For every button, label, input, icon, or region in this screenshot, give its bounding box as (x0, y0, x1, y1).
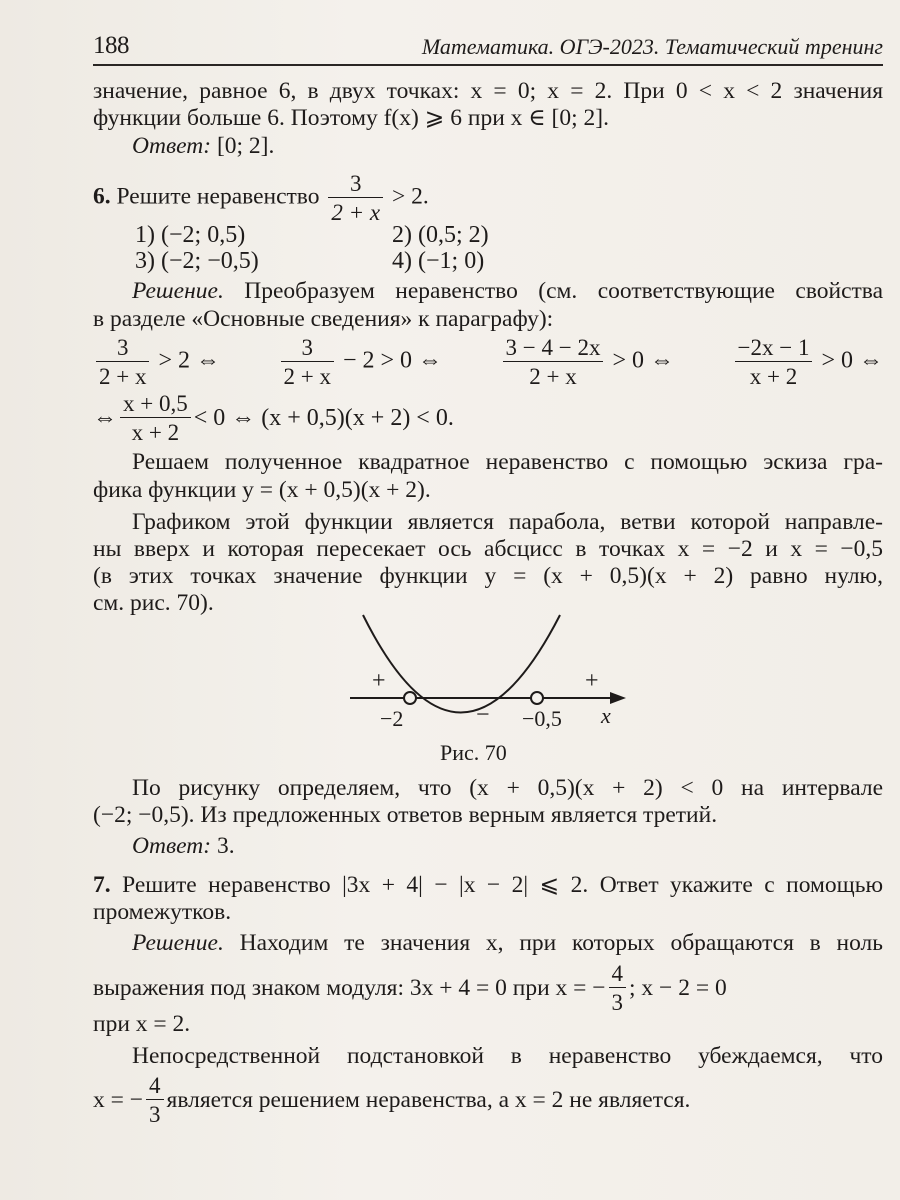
axis-arrow-icon (610, 692, 626, 704)
sign-plus-left: + (372, 668, 386, 694)
page-number: 188 (93, 32, 129, 59)
text-line: функции больше 6. Поэтому f(x) ⩾ 6 при x ∈ [0; 2]. (93, 105, 609, 131)
text-line: выражения под знаком модуля: 3x + 4 = 0 при x = − $\frac{4}{3}$ ; x − 2 = 0 (93, 961, 727, 1015)
chain-step: $\frac{3}{2 + x}$ − 2 > 0 ⇔ (278, 336, 443, 388)
axis-label-x: x (601, 703, 611, 728)
parabola-figure (330, 600, 630, 750)
text-line: фика функции y = (x + 0,5)(x + 2). (93, 477, 431, 503)
root-label-right: −0,5 (522, 706, 562, 731)
open-point-right (531, 692, 543, 704)
solution-label: Решение. (132, 278, 224, 304)
solution-label: Решение. (132, 930, 224, 956)
chain-step: $\frac{-2x - 1}{x + 2}$ > 0 ⇔ (732, 336, 884, 388)
text-line: По рисунку определяем, что (x + 0,5)(x + 2) < 0 на интервале (132, 775, 883, 801)
text-line: значение, равное 6, в двух точках: x = 0; x = 2. При 0 < x < 2 значения (93, 78, 883, 104)
equivalence-chain-2: ⇔ $\frac{x + 0,5}{x + 2}$ < 0 ⇔ (x + 0,5)(x + 2) < 0. (93, 391, 454, 445)
text-line: ны вверх и которая пересекает ось абсцисс в точках x = −2 и x = −0,5 (93, 536, 883, 562)
open-point-left (404, 692, 416, 704)
text-line: в разделе «Основные сведения» к параграфу): (93, 306, 554, 332)
answer-label: Ответ: (132, 833, 212, 859)
text-line: см. рис. 70). (93, 590, 214, 616)
text-line: (в этих точках значение функции y = (x + 0,5)(x + 2) равно нулю, (93, 563, 883, 589)
fraction: $\frac{3}{2 + x}$ (328, 172, 383, 224)
sign-plus-right: + (585, 668, 599, 694)
root-label-left: −2 (380, 706, 404, 731)
text-line: x = − $\frac{4}{3}$ является решением неравенства, а x = 2 не является. (93, 1073, 691, 1127)
equivalence-chain-1 (93, 336, 883, 388)
solution-text: Находим те значения x, при которых обращаются в ноль (239, 930, 883, 956)
text-line: Графиком этой функции является парабола, ветви которой направле- (132, 509, 883, 535)
running-title: Математика. ОГЭ-2023. Тематический тренинг (421, 34, 883, 59)
option-2: 2) (0,5; 2) (392, 222, 489, 248)
text-line: Непосредственной подстановкой в неравенство убеждаемся, что (132, 1043, 883, 1069)
option-3: 3) (−2; −0,5) (135, 248, 259, 274)
answer-line (132, 132, 883, 160)
text-line: Решаем полученное квадратное неравенство с помощью эскиза гра- (132, 449, 883, 475)
page-header (93, 34, 883, 66)
sign-minus-middle: − (476, 702, 490, 728)
statement-text: Решите неравенство (116, 183, 320, 210)
answer-value: 3. (216, 833, 235, 859)
option-4: 4) (−1; 0) (392, 248, 485, 274)
statement-text: Решите неравенство |3x + 4| − |x − 2| ⩽ 2. Ответ укажите с помощью (122, 872, 884, 898)
figure-caption: Рис. 70 (440, 740, 507, 765)
option-1: 1) (−2; 0,5) (135, 222, 246, 248)
problem-6-statement (93, 172, 883, 224)
text-line: при x = 2. (93, 1011, 191, 1037)
solution-text: Преобразуем неравенство (см. соответствующие свойства (244, 278, 883, 304)
problem-number: 7. (93, 872, 111, 898)
equiv-symbol: ⇔ (93, 404, 117, 431)
chain-tail: < 0 ⇔ (x + 0,5)(x + 2) < 0. (193, 404, 454, 431)
chain-step: $\frac{3 - 4 - 2x}{2 + x}$ > 0 ⇔ (500, 336, 675, 388)
answer-label: Ответ: (132, 133, 212, 159)
chain-step: $\frac{3}{2 + x}$ > 2 ⇔ (93, 336, 220, 388)
text-line: (−2; −0,5). Из предложенных ответов верным является третий. (93, 802, 718, 828)
problem-number: 6. (93, 183, 111, 210)
answer-line (132, 832, 883, 860)
solution-line (132, 929, 883, 957)
problem-7-statement (93, 871, 883, 899)
solution-line (132, 277, 883, 305)
answer-value: [0; 2]. (216, 133, 275, 159)
text-line: промежутков. (93, 899, 232, 925)
statement-tail: > 2. (391, 183, 429, 210)
